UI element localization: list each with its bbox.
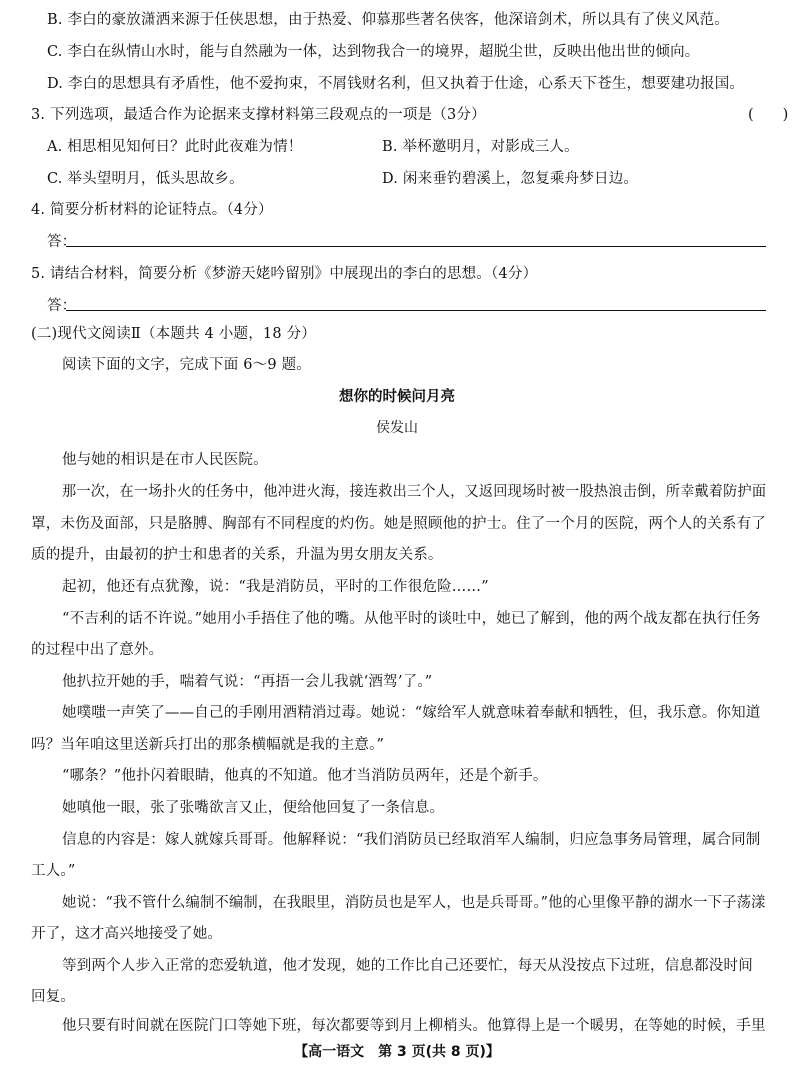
q5-stem: 5. 请结合材料，简要分析《梦游天姥吟留别》中展现出的李白的思想。（4分）: [31, 266, 538, 282]
q2-option-b: B. 李白的豪放潇洒来源于任侠思想，由于热爱、仰慕那些著名侠客，他深谙剑术，所以具有了侠义风范。: [47, 12, 729, 28]
q3-option-d: D. 闲来垂钓碧溪上，忽复乘舟梦日边。: [382, 171, 639, 187]
q3-answer-paren: ( ): [748, 107, 789, 123]
story-paragraph-3: 起初，他还有点犹豫，说：“我是消防员，平时的工作很危险……”: [62, 579, 489, 595]
story-paragraph-2-line-1: 那一次，在一场扑火的任务中，他冲进火海，接连救出三个人，又返回现场时被一股热浪击倒，所幸戴着防护面: [62, 484, 767, 500]
story-paragraph-6-line-2: 吗？当年咱这里送新兵打出的那条横幅就是我的主意。”: [31, 737, 385, 753]
story-paragraph-1: 他与她的相识是在市人民医院。: [62, 452, 268, 468]
story-paragraph-4-line-2: 的过程中出了意外。: [31, 642, 164, 658]
q2-option-d: D. 李白的思想具有矛盾性，他不爱拘束，不屑钱财名利，但又执着于仕途，心系天下苍生，想要建功报国。: [47, 76, 745, 92]
story-author: 侯发山: [376, 420, 418, 436]
q5-answer-label: 答：: [47, 298, 77, 314]
q2-option-c: C. 李白在纵情山水时，能与自然融为一体，达到物我合一的境界，超脱尘世，反映出他出世的倾向。: [47, 44, 700, 60]
story-paragraph-11-line-1: 等到两个人步入正常的恋爱轨道，他才发现，她的工作比自己还要忙，每天从没按点下过班，信息都没时间: [62, 958, 753, 974]
story-paragraph-2-line-3: 质的提升，由最初的护士和患者的关系，升温为男女朋友关系。: [31, 547, 443, 563]
story-paragraph-5: 他扒拉开她的手，喘着气说：“再捂一会儿我就‘酒驾’了。”: [62, 674, 433, 690]
story-paragraph-6-line-1: 她噗嗤一声笑了——自己的手刚用酒精消过毒。她说：“嫁给军人就意味着奉献和牺牲，但，我乐意。你知道: [62, 705, 761, 721]
story-paragraph-12-line-1: 他只要有时间就在医院门口等她下班，每次都要等到月上柳梢头。他算得上是一个暖男，在等她的时候，手里: [62, 1018, 766, 1034]
q4-stem: 4. 简要分析材料的论证特点。（4分）: [31, 202, 273, 218]
q4-answer-label: 答：: [47, 234, 77, 250]
section2-instruction: 阅读下面的文字，完成下面 6～9 题。: [62, 357, 311, 373]
q4-answer-line[interactable]: [66, 246, 766, 247]
q3-option-a: A. 相思相见知何日？此时此夜难为情！: [47, 139, 303, 155]
story-paragraph-9-line-2: 工人。”: [31, 863, 76, 879]
story-paragraph-11-line-2: 回复。: [31, 989, 76, 1005]
story-paragraph-4-line-1: “不吉利的话不许说。”她用小手捂住了他的嘴。从他平时的谈吐中，她已了解到，他的两个战友都在执行任务: [62, 611, 761, 627]
page-footer: 【高一语文 第 3 页(共 8 页)】: [294, 1044, 500, 1060]
story-title: 想你的时候问月亮: [339, 389, 455, 405]
story-paragraph-10-line-2: 开了，这才高兴地接受了她。: [31, 926, 223, 942]
story-paragraph-10-line-1: 她说：“我不管什么编制不编制，在我眼里，消防员也是军人，也是兵哥哥。”他的心里像平静的湖水一下子荡漾: [62, 895, 766, 911]
q3-option-b: B. 举杯邀明月，对影成三人。: [382, 139, 579, 155]
story-paragraph-7: “哪条？”他扑闪着眼睛，他真的不知道。他才当消防员两年，还是个新手。: [62, 768, 548, 784]
q3-option-c: C. 举头望明月，低头思故乡。: [47, 171, 244, 187]
q5-answer-line[interactable]: [66, 310, 766, 311]
section2-heading: (二)现代文阅读Ⅱ（本题共 4 小题，18 分）: [31, 326, 316, 342]
story-paragraph-9-line-1: 信息的内容是：嫁人就嫁兵哥哥。他解释说：“我们消防员已经取消军人编制，归应急事务局管理，属合同制: [62, 832, 761, 848]
story-paragraph-2-line-2: 罩，未伤及面部，只是胳膊、胸部有不同程度的灼伤。她是照顾他的护士。住了一个月的医院，两个人的关系有了: [31, 516, 766, 532]
q3-stem: 3. 下列选项，最适合作为论据来支撑材料第三段观点的一项是（3分）: [31, 107, 486, 123]
story-paragraph-8: 她嗔他一眼，张了张嘴欲言又止，便给他回复了一条信息。: [62, 800, 445, 816]
